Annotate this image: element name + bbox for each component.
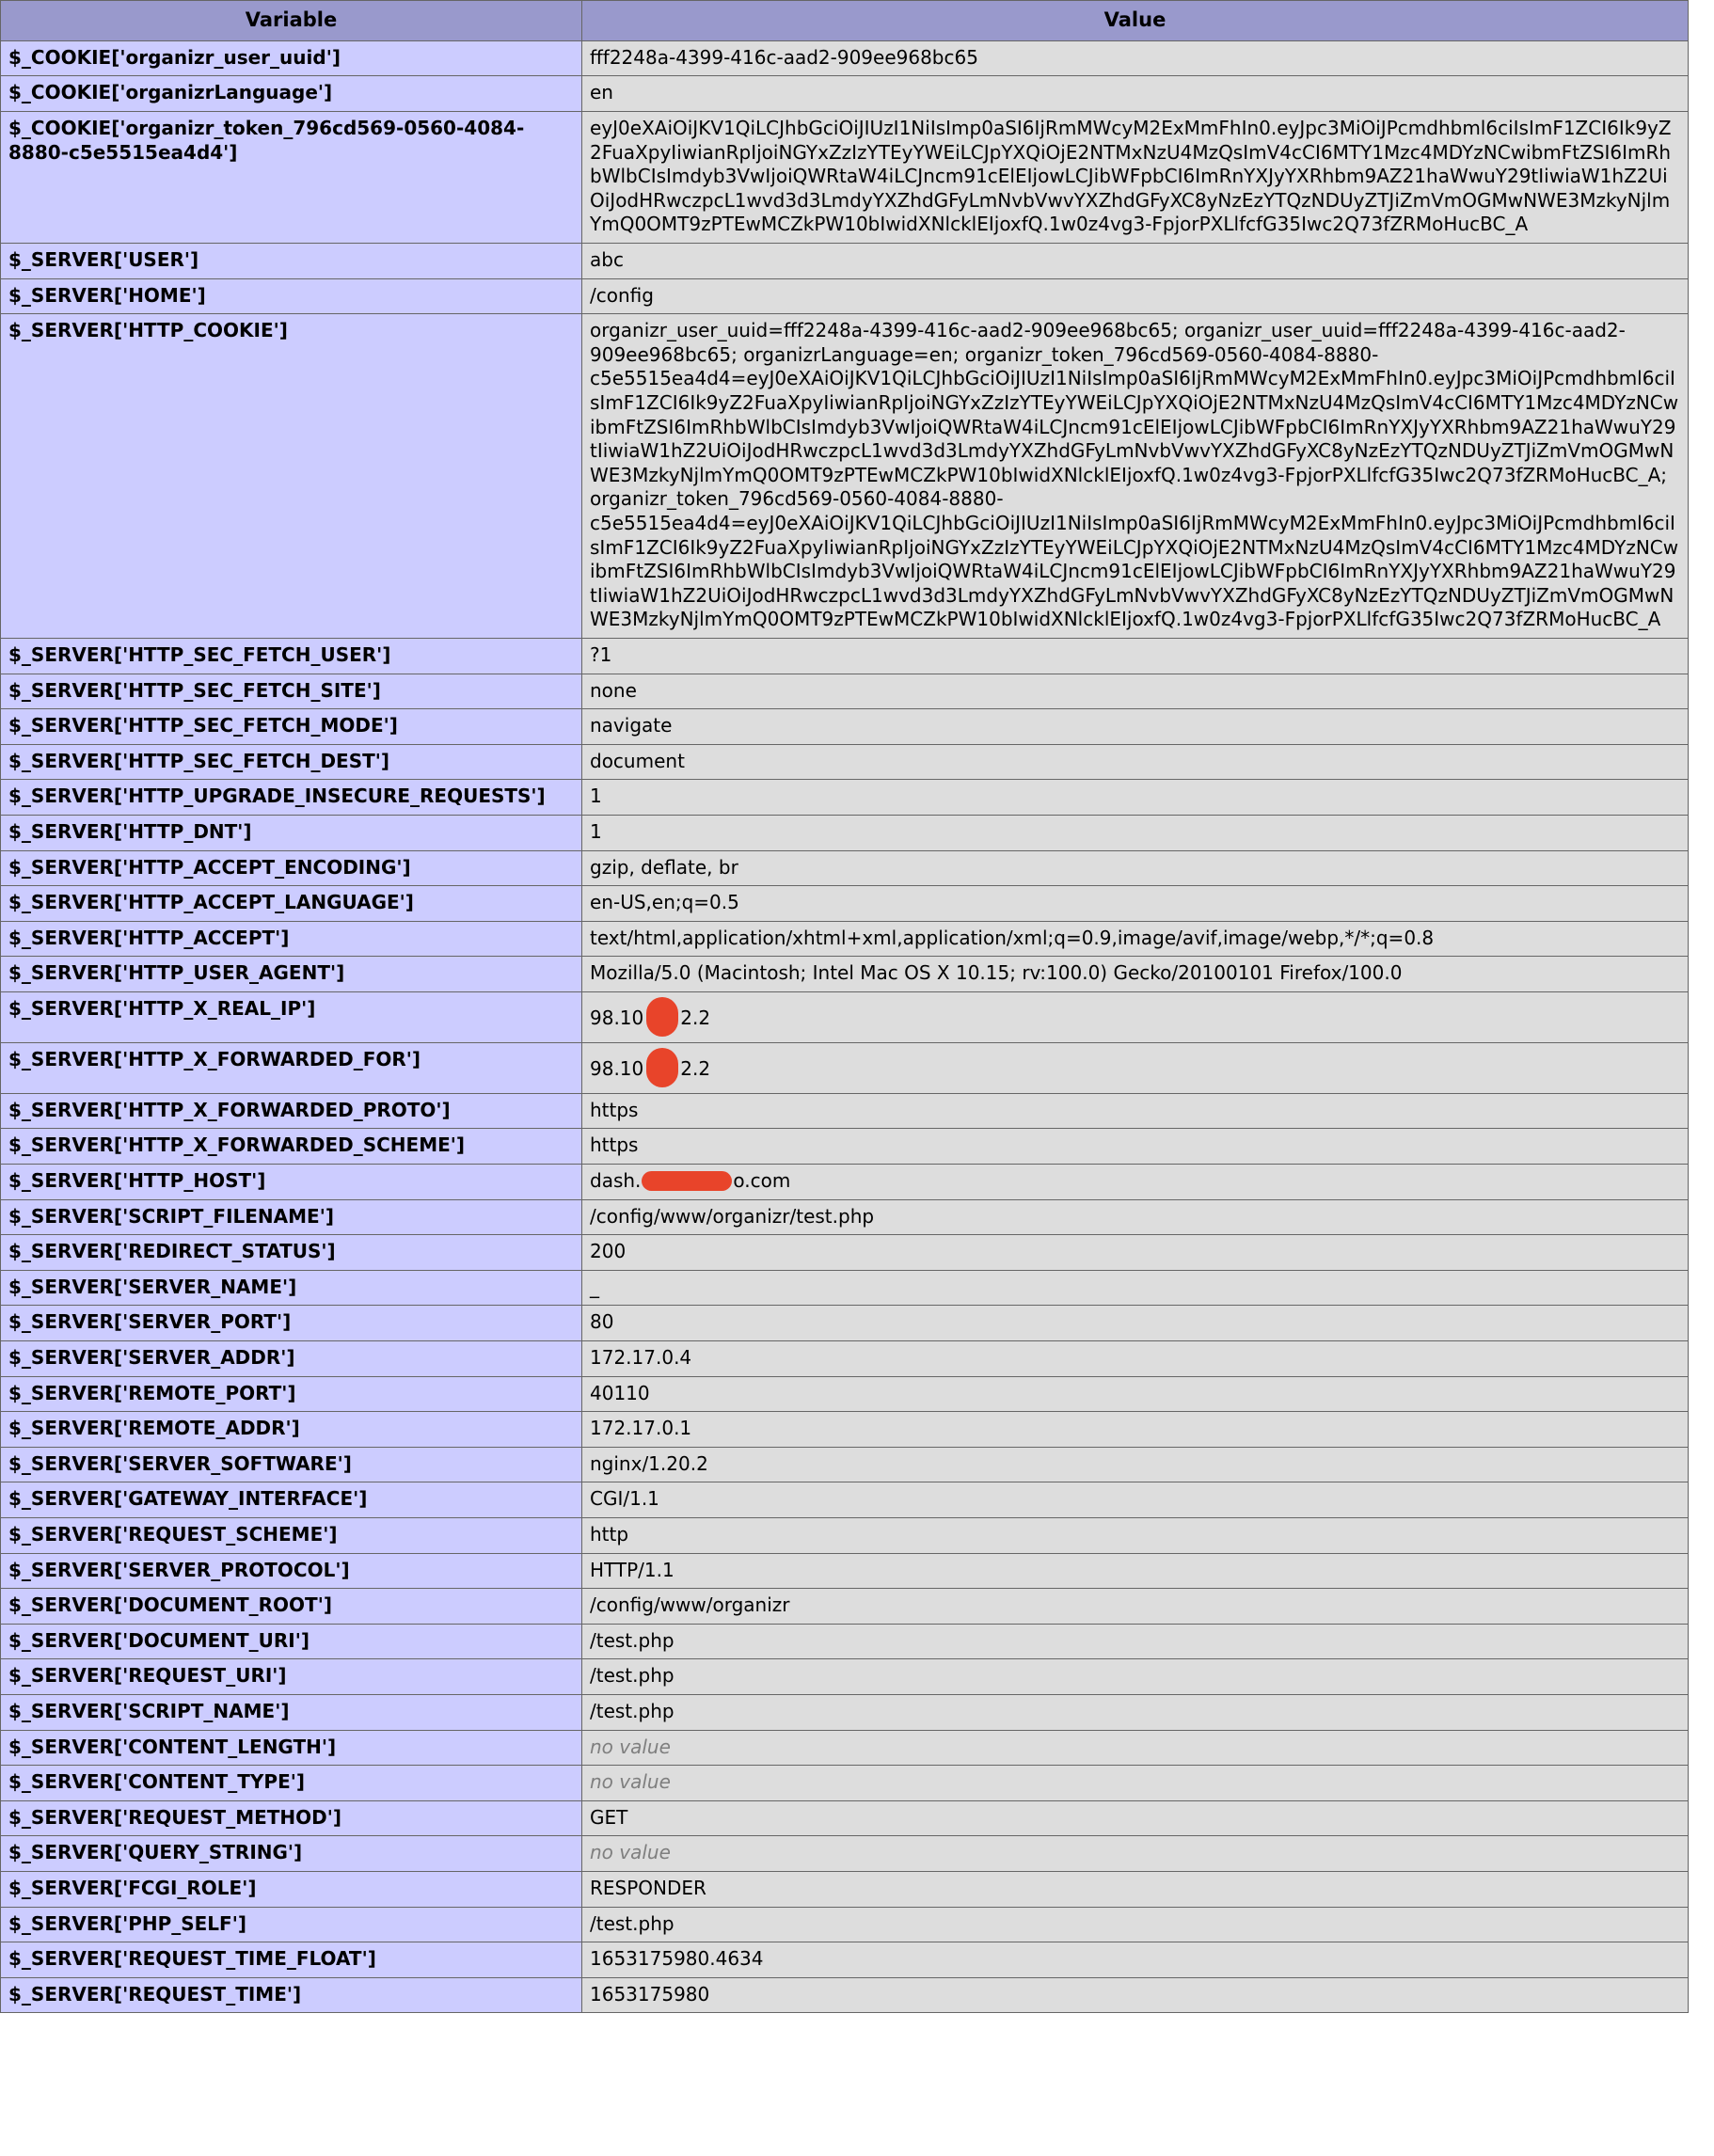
variable-value-cell	[582, 1165, 1689, 1200]
variable-value-cell: _	[582, 1270, 1689, 1306]
variable-value-cell: /test.php	[582, 1907, 1689, 1942]
variable-value-cell: 1653175980	[582, 1977, 1689, 2013]
variable-value-cell: text/html,application/xhtml+xml,application/xml;q=0.9,image/avif,image/webp,*/*;q=0.8	[582, 921, 1689, 957]
table-row	[1, 1589, 1689, 1625]
variable-name-cell: $_SERVER['PHP_SELF']	[1, 1907, 582, 1942]
no-value-label: no value	[590, 1735, 671, 1758]
variable-value-cell: HTTP/1.1	[582, 1553, 1689, 1589]
variable-value-cell: 1653175980.4634	[582, 1942, 1689, 1978]
variable-value-cell: RESPONDER	[582, 1871, 1689, 1907]
variable-value-cell: /test.php	[582, 1659, 1689, 1695]
redaction-mark	[642, 1171, 732, 1191]
variable-name-cell: $_COOKIE['organizrLanguage']	[1, 76, 582, 112]
value-text: 98.10	[590, 1006, 644, 1029]
variable-name-cell: $_SERVER['SERVER_PORT']	[1, 1306, 582, 1341]
table-row	[1, 1341, 1689, 1377]
variable-name-cell: $_SERVER['REQUEST_SCHEME']	[1, 1518, 582, 1554]
variable-name-cell: $_SERVER['DOCUMENT_ROOT']	[1, 1589, 582, 1625]
variable-name-cell: $_SERVER['SERVER_NAME']	[1, 1270, 582, 1306]
variable-value-cell: 80	[582, 1306, 1689, 1341]
variable-name-cell: $_SERVER['HTTP_ACCEPT_ENCODING']	[1, 850, 582, 886]
table-row	[1, 76, 1689, 112]
table-row	[1, 674, 1689, 709]
table-row	[1, 957, 1689, 992]
no-value-label: no value	[590, 1770, 671, 1794]
table-row	[1, 921, 1689, 957]
variable-value-cell: /test.php	[582, 1624, 1689, 1659]
table-row	[1, 1447, 1689, 1482]
table-row	[1, 1871, 1689, 1907]
variable-value-cell: eyJ0eXAiOiJKV1QiLCJhbGciOiJIUzI1NiIsImp0aSI6IjRmMWcyM2ExMmFhIn0.eyJpc3MiOiJPcmdhbml6ciIsImF1ZCI6Ik9yZ2FuaXpyIiwianRpIjoiNGYxZzIzYTEyYWEiLCJpYXQiOjE2NTMxNzU4MzQsImV4cCI6MTY1Mzc4MDYzNCwibmFtZSI6ImRhbWlbCIsImdyb3VwIjoiQWRtaW4iLCJncm91cElEIjowLCJibWFpbCI6ImRnYXJyYXRhbm9AZ21haWwuY29tIiwiaW1hZ2UiOiJodHRwczpcL1wvd3d3LmdyYXZhdGFyLmNvbVwvYXZhdGFyXC8yNzEzYTQzNDUyZTJiZmVmOGMwNWE3MzkyNjlmYmQ0OMT9zPTEwMCZkPW10bIwidXNlcklEIjoxfQ.1w0z4vg3-FpjorPXLlfcfG35Iwc2Q73fZRMoHucBC_A	[582, 112, 1689, 244]
table-row	[1, 1165, 1689, 1200]
redaction-mark	[646, 1048, 678, 1087]
variable-name-cell: $_SERVER['SCRIPT_NAME']	[1, 1694, 582, 1730]
table-row	[1, 1977, 1689, 2013]
variable-value-cell: 40110	[582, 1376, 1689, 1412]
variable-name-cell: $_SERVER['REMOTE_ADDR']	[1, 1412, 582, 1448]
variable-value-cell: document	[582, 744, 1689, 780]
variable-value-cell: en	[582, 76, 1689, 112]
variable-name-cell: $_SERVER['HTTP_SEC_FETCH_USER']	[1, 638, 582, 674]
variable-name-cell: $_SERVER['HTTP_ACCEPT']	[1, 921, 582, 957]
variable-value-cell	[582, 1730, 1689, 1766]
table-row	[1, 244, 1689, 279]
table-row	[1, 1129, 1689, 1165]
no-value-label: no value	[590, 1841, 671, 1864]
table-row	[1, 1412, 1689, 1448]
variable-value-cell: nginx/1.20.2	[582, 1447, 1689, 1482]
table-row	[1, 278, 1689, 314]
variable-name-cell: $_SERVER['HTTP_X_FORWARDED_FOR']	[1, 1042, 582, 1093]
table-row	[1, 1942, 1689, 1978]
variable-value-cell	[582, 1836, 1689, 1872]
variable-name-cell: $_SERVER['HTTP_USER_AGENT']	[1, 957, 582, 992]
table-row	[1, 886, 1689, 922]
variable-value-cell: 1	[582, 815, 1689, 850]
table-row	[1, 1553, 1689, 1589]
variable-name-cell: $_COOKIE['organizr_token_796cd569-0560-4084-8880-c5e5515ea4d4']	[1, 112, 582, 244]
variable-name-cell: $_SERVER['CONTENT_TYPE']	[1, 1766, 582, 1801]
variable-value-cell: Mozilla/5.0 (Macintosh; Intel Mac OS X 10.15; rv:100.0) Gecko/20100101 Firefox/100.0	[582, 957, 1689, 992]
variable-name-cell: $_SERVER['SERVER_SOFTWARE']	[1, 1447, 582, 1482]
table-row	[1, 744, 1689, 780]
variable-name-cell: $_SERVER['HTTP_X_FORWARDED_PROTO']	[1, 1093, 582, 1129]
column-header-variable: Variable	[1, 1, 582, 41]
variable-value-cell: /config/www/organizr/test.php	[582, 1199, 1689, 1235]
variable-value-cell	[582, 991, 1689, 1042]
table-body	[1, 40, 1689, 2012]
value-text: 98.10	[590, 1056, 644, 1080]
variable-value-cell: 172.17.0.1	[582, 1412, 1689, 1448]
variable-value-cell: 172.17.0.4	[582, 1341, 1689, 1377]
variable-value-cell: fff2248a-4399-416c-aad2-909ee968bc65	[582, 40, 1689, 76]
table-row	[1, 1518, 1689, 1554]
variable-name-cell: $_SERVER['USER']	[1, 244, 582, 279]
variable-value-cell: 200	[582, 1235, 1689, 1271]
variable-value-cell	[582, 1766, 1689, 1801]
table-row	[1, 1199, 1689, 1235]
table-row	[1, 1482, 1689, 1518]
variable-name-cell: $_SERVER['REQUEST_TIME_FLOAT']	[1, 1942, 582, 1978]
variable-value-cell: https	[582, 1129, 1689, 1165]
redaction-mark	[646, 997, 678, 1037]
variable-name-cell: $_SERVER['HTTP_UPGRADE_INSECURE_REQUESTS']	[1, 780, 582, 816]
table-row	[1, 815, 1689, 850]
variable-value-cell: https	[582, 1093, 1689, 1129]
variable-name-cell: $_SERVER['REQUEST_METHOD']	[1, 1800, 582, 1836]
variable-name-cell: $_SERVER['FCGI_ROLE']	[1, 1871, 582, 1907]
variable-value-cell: /config/www/organizr	[582, 1589, 1689, 1625]
variable-name-cell: $_SERVER['QUERY_STRING']	[1, 1836, 582, 1872]
variable-name-cell: $_SERVER['REQUEST_URI']	[1, 1659, 582, 1695]
variable-name-cell: $_SERVER['REDIRECT_STATUS']	[1, 1235, 582, 1271]
variable-name-cell: $_SERVER['SERVER_PROTOCOL']	[1, 1553, 582, 1589]
column-header-value: Value	[582, 1, 1689, 41]
table-row	[1, 314, 1689, 639]
value-text-suffix: o.com	[733, 1169, 791, 1193]
variable-name-cell: $_SERVER['CONTENT_LENGTH']	[1, 1730, 582, 1766]
table-row	[1, 112, 1689, 244]
table-row	[1, 1907, 1689, 1942]
table-row	[1, 1730, 1689, 1766]
table-row	[1, 1694, 1689, 1730]
variable-value-cell	[582, 1042, 1689, 1093]
table-row	[1, 1093, 1689, 1129]
variable-name-cell: $_SERVER['SCRIPT_FILENAME']	[1, 1199, 582, 1235]
table-header-row	[1, 1, 1689, 41]
table-row	[1, 1836, 1689, 1872]
variable-value-cell: /test.php	[582, 1694, 1689, 1730]
variable-name-cell: $_SERVER['HTTP_SEC_FETCH_MODE']	[1, 709, 582, 745]
variable-name-cell: $_SERVER['SERVER_ADDR']	[1, 1341, 582, 1377]
value-text: dash.	[590, 1169, 642, 1193]
variable-value-cell: CGI/1.1	[582, 1482, 1689, 1518]
table-row	[1, 780, 1689, 816]
table-row	[1, 1042, 1689, 1093]
table-row	[1, 638, 1689, 674]
variable-value-cell: en-US,en;q=0.5	[582, 886, 1689, 922]
variable-name-cell: $_SERVER['GATEWAY_INTERFACE']	[1, 1482, 582, 1518]
variable-value-cell: navigate	[582, 709, 1689, 745]
table-row	[1, 40, 1689, 76]
table-row	[1, 1376, 1689, 1412]
variable-name-cell: $_SERVER['REMOTE_PORT']	[1, 1376, 582, 1412]
table-row	[1, 1659, 1689, 1695]
table-row	[1, 1800, 1689, 1836]
variable-name-cell: $_SERVER['DOCUMENT_URI']	[1, 1624, 582, 1659]
variable-name-cell: $_SERVER['REQUEST_TIME']	[1, 1977, 582, 2013]
variable-name-cell: $_SERVER['HTTP_SEC_FETCH_SITE']	[1, 674, 582, 709]
value-text-suffix: 2.2	[680, 1056, 711, 1080]
variable-name-cell: $_SERVER['HTTP_SEC_FETCH_DEST']	[1, 744, 582, 780]
table-row	[1, 1766, 1689, 1801]
value-text-suffix: 2.2	[680, 1006, 711, 1029]
table-row	[1, 991, 1689, 1042]
variable-value-cell: http	[582, 1518, 1689, 1554]
variable-value-cell: GET	[582, 1800, 1689, 1836]
variable-value-cell: none	[582, 674, 1689, 709]
table-row	[1, 1306, 1689, 1341]
table-row	[1, 850, 1689, 886]
table-row	[1, 1235, 1689, 1271]
variable-name-cell: $_SERVER['HTTP_COOKIE']	[1, 314, 582, 639]
variable-value-cell: abc	[582, 244, 1689, 279]
variable-name-cell: $_SERVER['HTTP_ACCEPT_LANGUAGE']	[1, 886, 582, 922]
variable-value-cell: gzip, deflate, br	[582, 850, 1689, 886]
variable-name-cell: $_SERVER['HTTP_DNT']	[1, 815, 582, 850]
variable-value-cell: ?1	[582, 638, 1689, 674]
variable-name-cell: $_SERVER['HTTP_HOST']	[1, 1165, 582, 1200]
table-row	[1, 709, 1689, 745]
variable-name-cell: $_SERVER['HTTP_X_FORWARDED_SCHEME']	[1, 1129, 582, 1165]
table-row	[1, 1624, 1689, 1659]
variable-name-cell: $_COOKIE['organizr_user_uuid']	[1, 40, 582, 76]
variable-value-cell: /config	[582, 278, 1689, 314]
variable-value-cell: 1	[582, 780, 1689, 816]
variable-name-cell: $_SERVER['HOME']	[1, 278, 582, 314]
table-row	[1, 1270, 1689, 1306]
variable-name-cell: $_SERVER['HTTP_X_REAL_IP']	[1, 991, 582, 1042]
variable-value-cell: organizr_user_uuid=fff2248a-4399-416c-aad2-909ee968bc65; organizr_user_uuid=fff2248a-4399-416c-aad2-909ee968bc65; organizrLanguage=en; organizr_token_796cd569-0560-4084-8880-c5e5515ea4d4=eyJ0eXAiOiJKV1QiLCJhbGciOiJIUzI1NiIsImp0aSI6IjRmMWcyM2ExMmFhIn0.eyJpc3MiOiJPcmdhbml6ciIsImF1ZCI6Ik9yZ2FuaXpyIiwianRpIjoiNGYxZzIzYTEyYWEiLCJpYXQiOjE2NTMxNzU4MzQsImV4cCI6MTY1Mzc4MDYzNCwibmFtZSI6ImRhbWlbCIsImdyb3VwIjoiQWRtaW4iLCJncm91cElEIjowLCJibWFpbCI6ImRnYXJyYXRhbm9AZ21haWwuY29tIiwiaW1hZ2UiOiJodHRwczpcL1wvd3d3LmdyYXZhdGFyLmNvbVwvYXZhdGFyXC8yNzEzYTQzNDUyZTJiZmVmOGMwNWE3MzkyNjlmYmQ0OMT9zPTEwMCZkPW10bIwidXNlcklEIjoxfQ.1w0z4vg3-FpjorPXLlfcfG35Iwc2Q73fZRMoHucBC_A; organizr_token_796cd569-0560-4084-8880-c5e5515ea4d4=eyJ0eXAiOiJKV1QiLCJhbGciOiJIUzI1NiIsImp0aSI6IjRmMWcyM2ExMmFhIn0.eyJpc3MiOiJPcmdhbml6ciIsImF1ZCI6Ik9yZ2FuaXpyIiwianRpIjoiNGYxZzIzYTEyYWEiLCJpYXQiOjE2NTMxNzU4MzQsImV4cCI6MTY1Mzc4MDYzNCwibmFtZSI6ImRhbWlbCIsImdyb3VwIjoiQWRtaW4iLCJncm91cElEIjowLCJibWFpbCI6ImRnYXJyYXRhbm9AZ21haWwuY29tIiwiaW1hZ2UiOiJodHRwczpcL1wvd3d3LmdyYXZhdGFyLmNvbVwvYXZhdGFyXC8yNzEzYTQzNDUyZTJiZmVmOGMwNWE3MzkyNjlmYmQ0OMT9zPTEwMCZkPW10bIwidXNlcklEIjoxfQ.1w0z4vg3-FpjorPXLlfcfG35Iwc2Q73fZRMoHucBC_A	[582, 314, 1689, 639]
